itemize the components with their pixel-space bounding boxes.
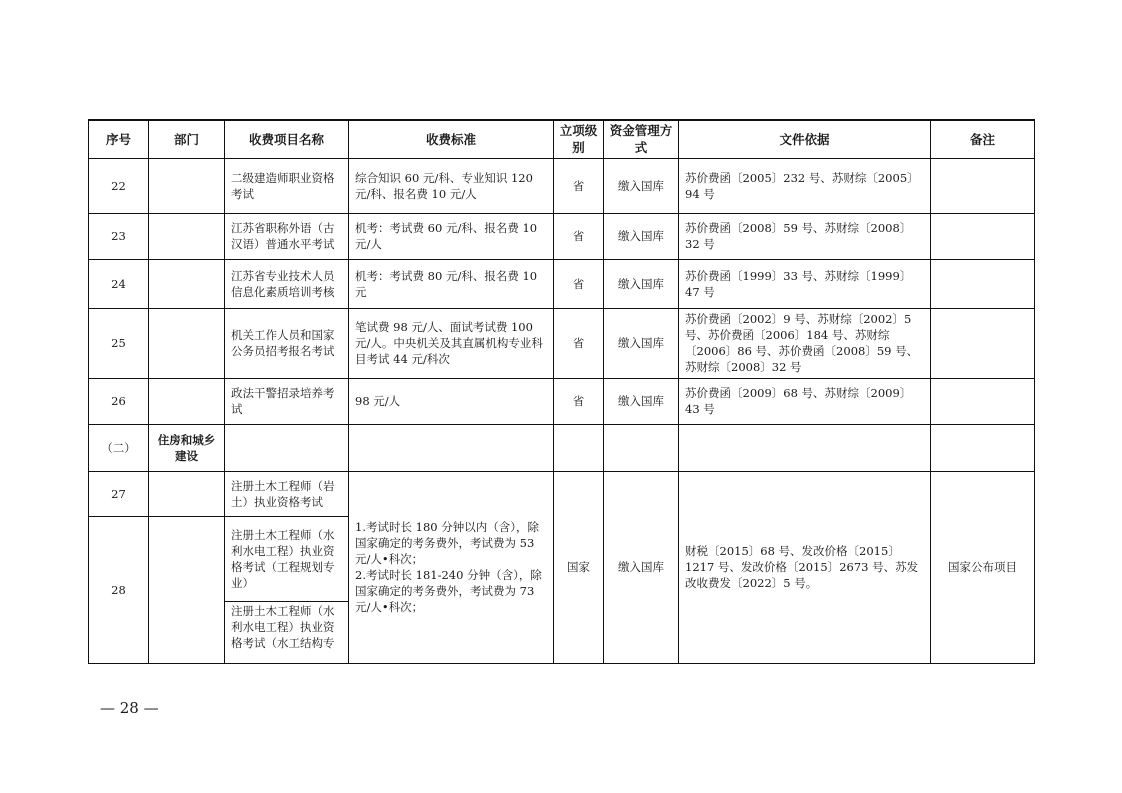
cell-remark (931, 378, 1035, 424)
cell-basis: 苏价费函〔1999〕33 号、苏财综〔1999〕47 号 (679, 259, 931, 308)
table-row (89, 378, 1035, 424)
cell-level: 省 (554, 378, 604, 424)
cell-dept (149, 259, 225, 308)
section-row (89, 424, 1035, 471)
header-standard: 收费标准 (349, 120, 554, 158)
header-dept: 部门 (149, 120, 225, 158)
section-empty-cell (554, 424, 604, 471)
table-row (89, 471, 1035, 516)
cell-standard: 笔试费 98 元/人、面试考试费 100 元/人。中央机关及其直属机构专业科目考试 44 元/科次 (349, 308, 554, 378)
cell-seq: 27 (89, 471, 149, 516)
cell-name: 江苏省专业技术人员信息化素质培训考核 (225, 259, 349, 308)
cell-fund: 缴入国库 (604, 213, 679, 259)
cell-remark (931, 213, 1035, 259)
cell-fund: 缴入国库 (604, 308, 679, 378)
table-row (89, 213, 1035, 259)
cell-dept (149, 516, 225, 663)
cell-name: 江苏省职称外语（古汉语）普通水平考试 (225, 213, 349, 259)
cell-name: 政法干警招录培养考试 (225, 378, 349, 424)
section-empty-cell (349, 424, 554, 471)
section-empty-cell (604, 424, 679, 471)
cell-seq: 28 (89, 516, 149, 663)
cell-basis: 苏价费函〔2009〕68 号、苏财综〔2009〕43 号 (679, 378, 931, 424)
header-level: 立项级别 (554, 120, 604, 158)
cell-level: 省 (554, 213, 604, 259)
cell-remark-merged: 国家公布项目 (931, 471, 1035, 663)
cell-name: 注册土木工程师（岩土）执业资格考试 (225, 471, 349, 516)
header-row (89, 120, 1035, 158)
cell-level: 省 (554, 158, 604, 213)
cell-level-merged: 国家 (554, 471, 604, 663)
section-empty-cell (225, 424, 349, 471)
cell-standard: 98 元/人 (349, 378, 554, 424)
cell-basis: 苏价费函〔2005〕232 号、苏财综〔2005〕94 号 (679, 158, 931, 213)
cell-remark (931, 158, 1035, 213)
header-name: 收费项目名称 (225, 120, 349, 158)
standard-line-2: 2.考试时长 181-240 分钟（含），除国家确定的考务费外，考试费为 73 元/人•科次； (355, 568, 542, 614)
header-basis: 文件依据 (679, 120, 931, 158)
cell-seq: 25 (89, 308, 149, 378)
cell-remark (931, 259, 1035, 308)
page-number: — 28 — (100, 699, 159, 717)
cell-remark (931, 308, 1035, 378)
cell-seq: 23 (89, 213, 149, 259)
section-seq: （二） (89, 424, 149, 471)
cell-basis: 苏价费函〔2002〕9 号、苏财综〔2002〕5 号、苏价费函〔2006〕184 号、苏财综〔2006〕86 号、苏价费函〔2008〕59 号、苏财综〔2008〕32 号 (679, 308, 931, 378)
cell-name: 二级建造师职业资格考试 (225, 158, 349, 213)
cell-dept (149, 378, 225, 424)
cell-level: 省 (554, 308, 604, 378)
header-fund: 资金管理方式 (604, 120, 679, 158)
cell-standard: 机考：考试费 60 元/科、报名费 10 元/人 (349, 213, 554, 259)
cell-standard: 综合知识 60 元/科、专业知识 120 元/科、报名费 10 元/人 (349, 158, 554, 213)
cell-dept (149, 213, 225, 259)
cell-fund: 缴入国库 (604, 259, 679, 308)
cell-name: 注册土木工程师（水利水电工程）执业资格考试（工程规划专业） (225, 516, 349, 601)
cell-name: 机关工作人员和国家公务员招考报名考试 (225, 308, 349, 378)
fee-table (88, 119, 1035, 664)
cell-fund-merged: 缴入国库 (604, 471, 679, 663)
cell-seq: 26 (89, 378, 149, 424)
header-seq: 序号 (89, 120, 149, 158)
cell-seq: 22 (89, 158, 149, 213)
cell-fund: 缴入国库 (604, 378, 679, 424)
standard-line-1: 1.考试时长 180 分钟以内（含），除国家确定的考务费外，考试费为 53 元/人•科次； (355, 520, 539, 566)
table-row (89, 308, 1035, 378)
cell-basis-merged: 财税〔2015〕68 号、发改价格〔2015〕1217 号、发改价格〔2015〕2673 号、苏发改收费发〔2022〕5 号。 (679, 471, 931, 663)
cell-basis: 苏价费函〔2008〕59 号、苏财综〔2008〕32 号 (679, 213, 931, 259)
section-empty-cell (679, 424, 931, 471)
cell-standard: 机考：考试费 80 元/科、报名费 10 元 (349, 259, 554, 308)
cell-fund: 缴入国库 (604, 158, 679, 213)
header-remark: 备注 (931, 120, 1035, 158)
section-empty-cell (931, 424, 1035, 471)
table-row (89, 158, 1035, 213)
cell-standard-merged (349, 471, 554, 663)
cell-dept (149, 308, 225, 378)
section-dept: 住房和城乡建设 (149, 424, 225, 471)
cell-name: 注册土木工程师（水利水电工程）执业资格考试（水工结构专 (225, 601, 349, 663)
cell-seq: 24 (89, 259, 149, 308)
cell-dept (149, 158, 225, 213)
cell-level: 省 (554, 259, 604, 308)
table-row (89, 259, 1035, 308)
cell-dept (149, 471, 225, 516)
